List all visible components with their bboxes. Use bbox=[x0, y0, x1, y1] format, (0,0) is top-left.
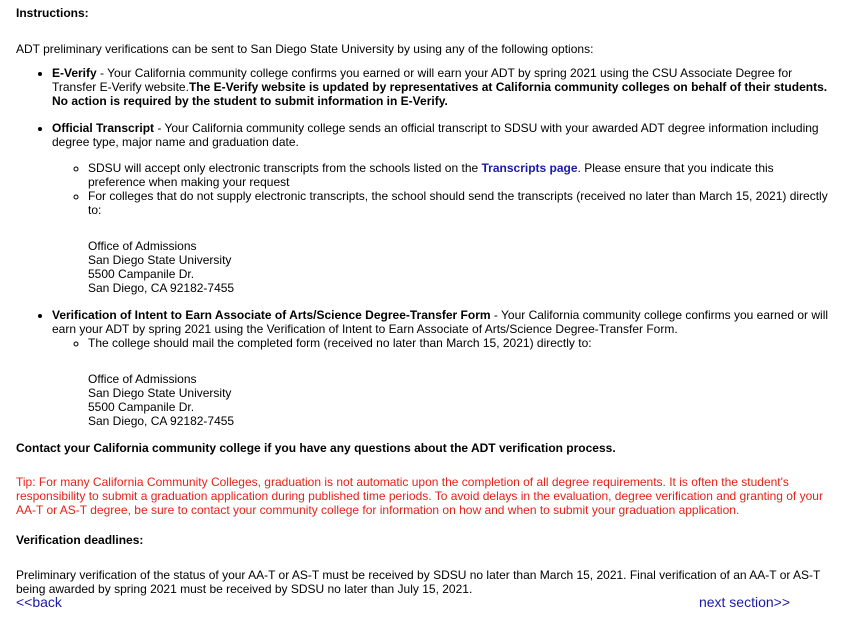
tip-text: Tip: For many California Community Colleges, graduation is not automatic upon the completion of all degree requirements. It is often the student's responsibility to submit a graduation application during published time periods. To avoid delays in the evaluation, degree verification and granting of your AA-T or AS-T degree, be sure to contact your community college for information on how and when to submit your graduation application. bbox=[16, 475, 823, 517]
transcript-address bbox=[88, 239, 834, 295]
intent-sub1: The college should mail the completed form (received no later than March 15, 2021) directly to: bbox=[88, 336, 592, 350]
address-line: 5500 Campanile Dr. bbox=[88, 400, 195, 414]
address-line: Office of Admissions bbox=[88, 239, 197, 253]
list-item-everify bbox=[52, 66, 834, 108]
address-line: 5500 Campanile Dr. bbox=[88, 267, 195, 281]
address-line: San Diego State University bbox=[88, 253, 232, 267]
back-link[interactable]: <<back bbox=[16, 594, 62, 610]
transcript-sub1-after: . Please ensure that you indicate this preference when making your request bbox=[88, 161, 774, 189]
list-item-intent-form bbox=[52, 308, 834, 428]
transcript-sublist bbox=[52, 161, 834, 295]
transcript-text: - Your California community college sends an official transcript to SDSU with your awarded ADT degree information including degree type, major name and graduation date. bbox=[52, 121, 819, 149]
deadlines-text: Preliminary verification of the status of your AA-T or AS-T must be received by SDSU no later than March 15, 2021. Final verification of an AA-T or AS-T being awarded by spring 2021 must be received by SDSU no later than July 15, 2021. bbox=[16, 568, 821, 596]
intent-subitem-mail bbox=[88, 336, 834, 428]
options-list bbox=[16, 66, 834, 428]
address-line: San Diego State University bbox=[88, 386, 232, 400]
transcripts-page-link[interactable]: Transcripts page bbox=[481, 161, 578, 175]
intent-text: - Your California community college confirms you earned or will earn your ADT by spring 2021 using the Verification of Intent to Earn Associate of Arts/Science Degree-Transfer Form. bbox=[52, 308, 829, 336]
transcript-subitem-electronic bbox=[88, 161, 834, 189]
intent-title: Verification of Intent to Earn Associate of Arts/Science Degree-Transfer Form bbox=[52, 308, 491, 322]
contact-notice: Contact your California community college if you have any questions about the ADT verification process. bbox=[16, 441, 616, 455]
transcript-sub2: For colleges that do not supply electronic transcripts, the school should send the transcripts (received no later than March 15, 2021) directly to: bbox=[88, 189, 828, 217]
next-section-link[interactable]: next section>> bbox=[698, 594, 790, 610]
transcript-subitem-mail bbox=[88, 189, 834, 295]
everify-bold-text: The E-Verify website is updated by representatives at California community colleges on behalf of their students. No action is required by the student to submit information in E-Verify. bbox=[52, 80, 828, 108]
everify-title: E-Verify bbox=[52, 66, 97, 80]
address-line: Office of Admissions bbox=[88, 372, 197, 386]
address-line: San Diego, CA 92182-7455 bbox=[88, 281, 235, 295]
transcript-sub1-before: SDSU will accept only electronic transcripts from the schools listed on the bbox=[88, 161, 482, 175]
list-item-transcript bbox=[52, 121, 834, 295]
instructions-heading: Instructions: bbox=[16, 6, 89, 20]
transcript-title: Official Transcript bbox=[52, 121, 155, 135]
intent-address bbox=[88, 372, 834, 428]
intent-sublist bbox=[52, 336, 834, 428]
deadlines-heading: Verification deadlines: bbox=[16, 533, 144, 547]
intro-text: ADT preliminary verifications can be sent to San Diego State University by using any of the following options: bbox=[16, 42, 594, 56]
everify-text: - Your California community college confirms you earned or will earn your ADT by spring 2021 using the CSU Associate Degree for Transfer E-Verify website. bbox=[52, 66, 793, 94]
address-line: San Diego, CA 92182-7455 bbox=[88, 414, 235, 428]
